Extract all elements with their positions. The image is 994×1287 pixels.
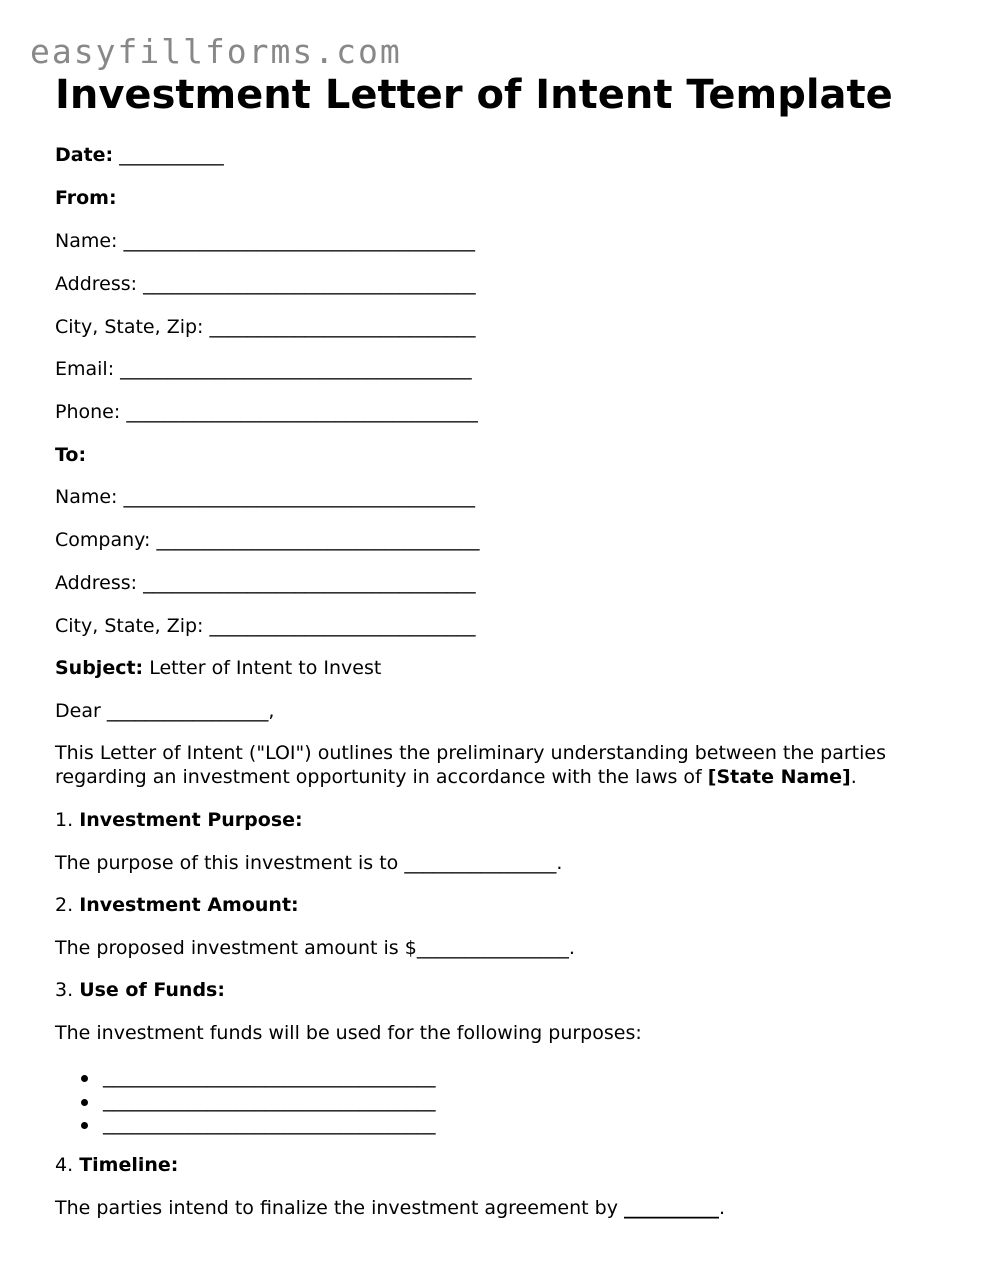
salutation-prefix: Dear <box>55 700 101 722</box>
funds-item-field[interactable]: ___________________________________ <box>103 1089 436 1112</box>
list-item <box>55 1113 436 1137</box>
to-address-label: Address: <box>55 572 138 594</box>
section-funds-heading <box>55 978 225 1002</box>
to-company-label: Company: <box>55 529 151 551</box>
intro-end: . <box>850 766 857 788</box>
to-company-line <box>55 528 479 552</box>
from-address-field[interactable]: ___________________________________ <box>143 273 476 295</box>
to-name-line <box>55 485 475 509</box>
to-company-field[interactable]: __________________________________ <box>156 529 480 551</box>
from-email-label: Email: <box>55 358 115 380</box>
salutation-field[interactable]: _________________ <box>106 700 269 722</box>
from-name-field[interactable]: _____________________________________ <box>123 230 476 252</box>
from-phone-label: Phone: <box>55 401 121 423</box>
purpose-field[interactable]: ________________ <box>404 852 557 874</box>
to-name-field[interactable]: _____________________________________ <box>123 486 476 508</box>
from-email-field[interactable]: _____________________________________ <box>120 358 472 380</box>
from-city-line <box>55 315 476 339</box>
section-purpose-text <box>55 851 562 875</box>
subject-line <box>55 656 381 680</box>
section-amount-heading <box>55 893 299 917</box>
amount-end: . <box>568 937 575 959</box>
section-title: Timeline: <box>79 1154 179 1176</box>
funds-item-field[interactable]: ___________________________________ <box>103 1066 436 1088</box>
to-name-label: Name: <box>55 486 118 508</box>
from-name-label: Name: <box>55 230 118 252</box>
section-title: Investment Amount: <box>79 894 299 916</box>
from-address-line <box>55 272 476 296</box>
date-field[interactable]: ___________ <box>119 144 224 166</box>
bullet-icon <box>81 1099 88 1106</box>
list-item <box>55 1090 436 1114</box>
funds-item-field[interactable]: ___________________________________ <box>103 1113 436 1135</box>
section-title: Investment Purpose: <box>79 809 303 831</box>
from-heading: From: <box>55 187 117 209</box>
from-phone-field[interactable]: _____________________________________ <box>126 401 478 423</box>
from-city-label: City, State, Zip: <box>55 316 204 338</box>
section-title: Use of Funds: <box>79 979 225 1001</box>
intro-paragraph <box>55 741 935 789</box>
amount-field[interactable]: ________________ <box>416 937 569 959</box>
to-heading: To: <box>55 444 87 466</box>
purpose-text: The purpose of this investment is to <box>55 852 399 874</box>
salutation-line <box>55 699 274 723</box>
funds-list <box>55 1066 436 1137</box>
to-address-field[interactable]: ___________________________________ <box>143 572 476 594</box>
section-purpose-heading <box>55 808 303 832</box>
page-title: Investment Letter of Intent Template <box>55 72 893 118</box>
section-funds-text: The investment funds will be used for the following purposes: <box>55 1022 642 1044</box>
to-city-line <box>55 614 476 638</box>
amount-text: The proposed investment amount is $ <box>55 937 417 959</box>
section-number: 1. <box>55 809 74 831</box>
bullet-icon <box>81 1075 88 1082</box>
to-address-line <box>55 571 476 595</box>
from-city-field[interactable]: ____________________________ <box>209 316 476 338</box>
date-line <box>55 143 224 167</box>
purpose-end: . <box>556 852 563 874</box>
list-item <box>55 1066 436 1090</box>
bullet-icon <box>81 1122 88 1129</box>
to-city-label: City, State, Zip: <box>55 615 204 637</box>
subject-label: Subject: <box>55 657 144 679</box>
section-number: 2. <box>55 894 74 916</box>
watermark: easyfillforms.com <box>30 32 402 71</box>
timeline-field[interactable]: __________ <box>624 1197 719 1219</box>
from-name-line <box>55 229 475 253</box>
section-timeline-text <box>55 1196 725 1220</box>
subject-text: Letter of Intent to Invest <box>149 657 382 679</box>
to-city-field[interactable]: ____________________________ <box>209 615 476 637</box>
from-email-line <box>55 357 472 381</box>
salutation-suffix: , <box>268 700 275 722</box>
date-label: Date: <box>55 144 114 166</box>
from-address-label: Address: <box>55 273 138 295</box>
section-number: 3. <box>55 979 74 1001</box>
section-number: 4. <box>55 1154 74 1176</box>
section-amount-text <box>55 936 575 960</box>
intro-text: This Letter of Intent ("LOI") outlines the preliminary understanding between the parties regarding an investment opportunity in accordance with the laws of <box>55 742 886 788</box>
from-phone-line <box>55 400 478 424</box>
section-timeline-heading <box>55 1153 178 1177</box>
state-name-placeholder: [State Name] <box>707 766 851 788</box>
timeline-end: . <box>719 1197 726 1219</box>
timeline-text: The parties intend to finalize the investment agreement by <box>55 1197 618 1219</box>
